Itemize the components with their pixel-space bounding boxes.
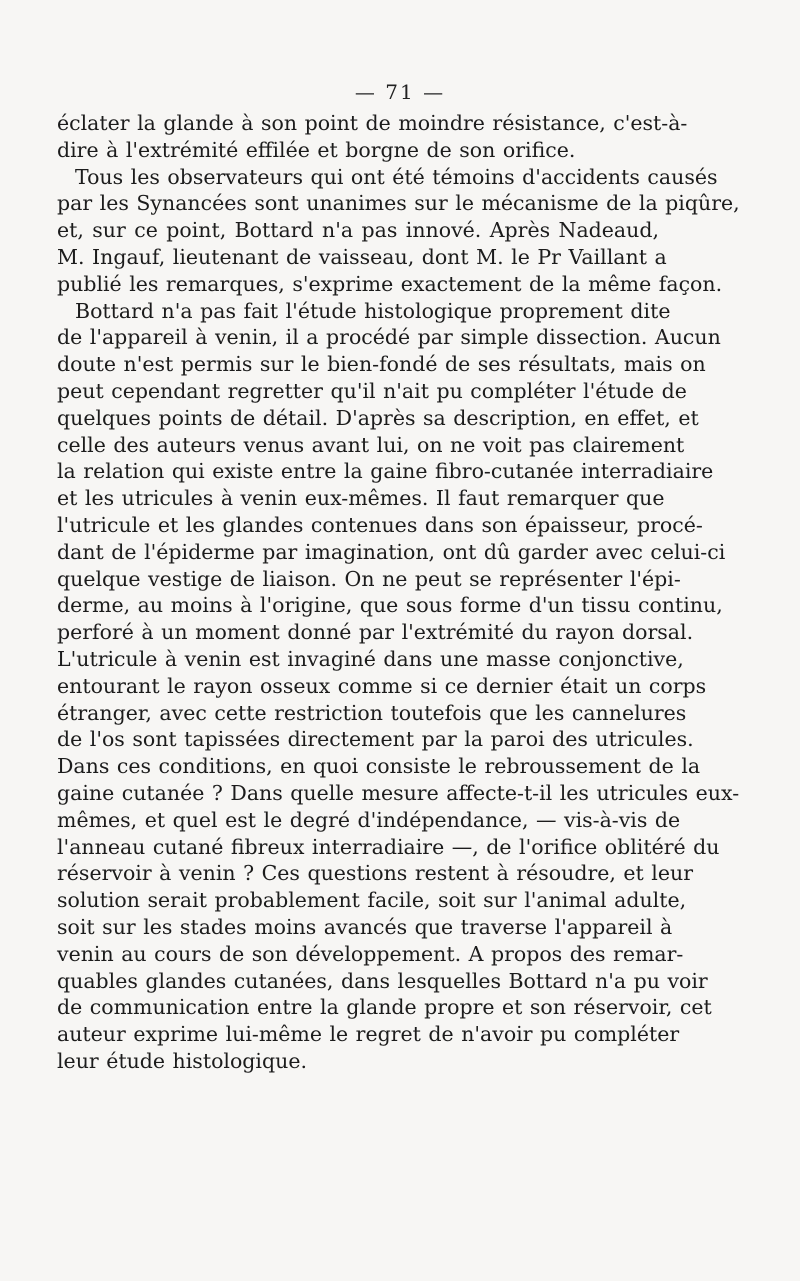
text-line: et les utricules à venin eux-mêmes. Il faut remarquer que (57, 486, 665, 511)
text-line: de l'appareil à venin, il a procédé par simple dissection. Aucun (57, 325, 721, 350)
text-line: celle des auteurs venus avant lui, on ne voit pas clairement (57, 432, 685, 457)
text-line: Dans ces conditions, en quoi consiste le rebroussement de la (57, 754, 701, 779)
text-line: quables glandes cutanées, dans lesquelles Bottard n'a pu voir (57, 968, 708, 993)
text-line: étranger, avec cette restriction toutefois que les cannelures (57, 700, 687, 725)
text-line: publié les remarques, s'exprime exactement de la même façon. (57, 271, 723, 296)
text-line: M. Ingauf, lieutenant de vaisseau, dont M. le Pr Vaillant a (57, 244, 667, 269)
text-line: et, sur ce point, Bottard n'a pas innové. Après Nadeaud, (57, 218, 659, 243)
text-line: par les Synancées sont unanimes sur le mécanisme de la piqûre, (57, 191, 740, 216)
text-line: réservoir à venin ? Ces questions restent à résoudre, et leur (57, 861, 694, 886)
text-line: leur étude histologique. (57, 1048, 307, 1073)
text-line: perforé à un moment donné par l'extrémité du rayon dorsal. (57, 620, 694, 645)
text-line: soit sur les stades moins avancés que traverse l'appareil à (57, 914, 673, 939)
text-line: dant de l'épiderme par imagination, ont dû garder avec celui-ci (57, 539, 726, 564)
text-line: Tous les observateurs qui ont été témoins d'accidents causés (75, 164, 718, 189)
text-line: Bottard n'a pas fait l'étude histologique proprement dite (75, 298, 671, 323)
text-line: l'utricule et les glandes contenues dans son épaisseur, procé- (57, 512, 703, 537)
text-line: dire à l'extrémité effilée et borgne de son orifice. (57, 137, 576, 162)
text-line: mêmes, et quel est le degré d'indépendance, — vis-à-vis de (57, 807, 681, 832)
text-line: entourant le rayon osseux comme si ce dernier était un corps (57, 673, 707, 698)
text-line: L'utricule à venin est invaginé dans une masse conjonctive, (57, 646, 684, 671)
text-line: auteur exprime lui-même le regret de n'avoir pu compléter (57, 1022, 680, 1047)
body-text (57, 110, 740, 1075)
text-line: la relation qui existe entre la gaine fibro-cutanée interradiaire (57, 459, 714, 484)
text-line: derme, au moins à l'origine, que sous forme d'un tissu continu, (57, 593, 723, 618)
text-line: peut cependant regretter qu'il n'ait pu compléter l'étude de (57, 378, 687, 403)
text-line: l'anneau cutané fibreux interradiaire —, de l'orifice oblitéré du (57, 834, 720, 859)
text-line: quelque vestige de liaison. On ne peut se représenter l'épi- (57, 566, 681, 591)
text-line: doute n'est permis sur le bien-fondé de ses résultats, mais on (57, 352, 706, 377)
text-line: de communication entre la glande propre et son réservoir, cet (57, 995, 712, 1020)
text-line: gaine cutanée ? Dans quelle mesure affecte-t-il les utricules eux- (57, 780, 740, 805)
text-line: éclater la glande à son point de moindre résistance, c'est-à- (57, 111, 688, 135)
text-line: quelques points de détail. D'après sa description, en effet, et (57, 405, 699, 430)
text-line: venin au cours de son développement. A propos des remar- (57, 941, 684, 966)
text-line: solution serait probablement facile, soit sur l'animal adulte, (57, 888, 687, 913)
page-number: — 71 — (354, 80, 446, 104)
text-line: de l'os sont tapissées directement par la paroi des utricules. (57, 727, 694, 752)
